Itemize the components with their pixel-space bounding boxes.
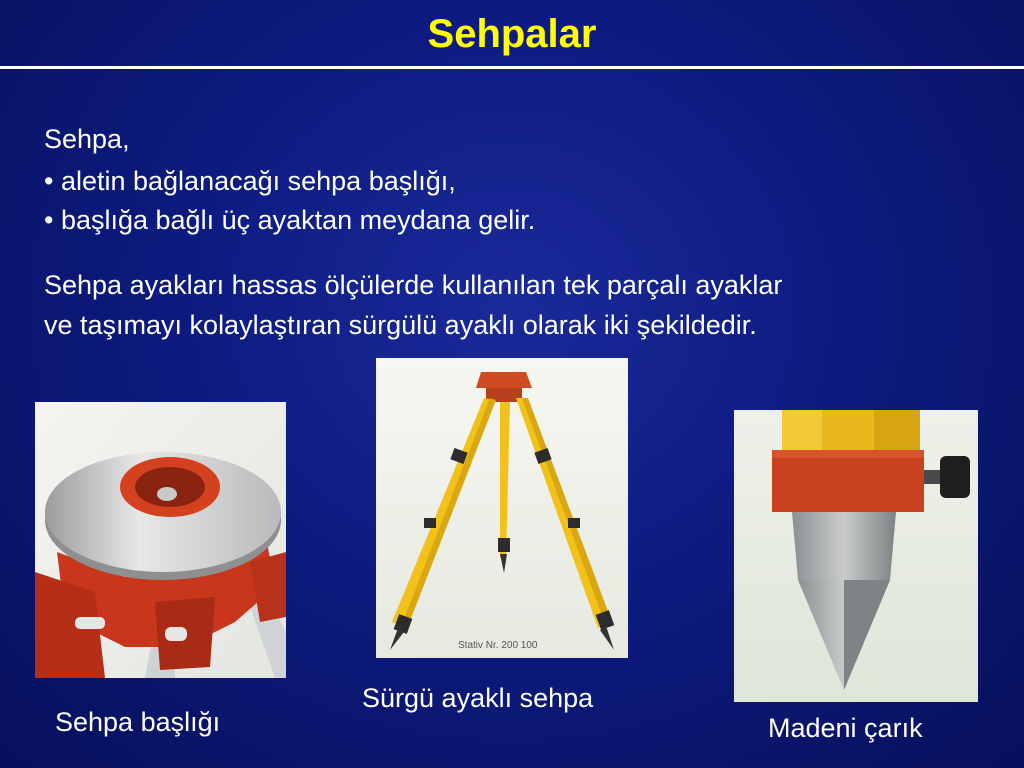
tripod-image	[376, 358, 628, 658]
caption-tripod: Sürgü ayaklı sehpa	[362, 683, 594, 713]
intro-text: Sehpa,	[44, 124, 130, 154]
metal-shoe-image	[734, 410, 978, 702]
bullet-item-2: • başlığa bağlı üç ayaktan meydana gelir.	[44, 205, 536, 235]
caption-tripod-head: Sehpa başlığı	[55, 707, 221, 737]
title-divider	[0, 66, 1024, 69]
bullet-item-1: • aletin bağlanacağı sehpa başlığı,	[44, 166, 456, 196]
paragraph-line-2: ve taşımayı kolaylaştıran sürgülü ayaklı olarak iki şekildedir.	[44, 310, 757, 340]
tripod-stamp: Stativ Nr. 200 100	[458, 640, 538, 651]
caption-metal-shoe: Madeni çarık	[768, 713, 923, 743]
slide-title: Sehpalar	[427, 12, 597, 56]
tripod-head-image	[35, 402, 286, 678]
paragraph-line-1: Sehpa ayakları hassas ölçülerde kullanılan tek parçalı ayaklar	[44, 270, 783, 300]
